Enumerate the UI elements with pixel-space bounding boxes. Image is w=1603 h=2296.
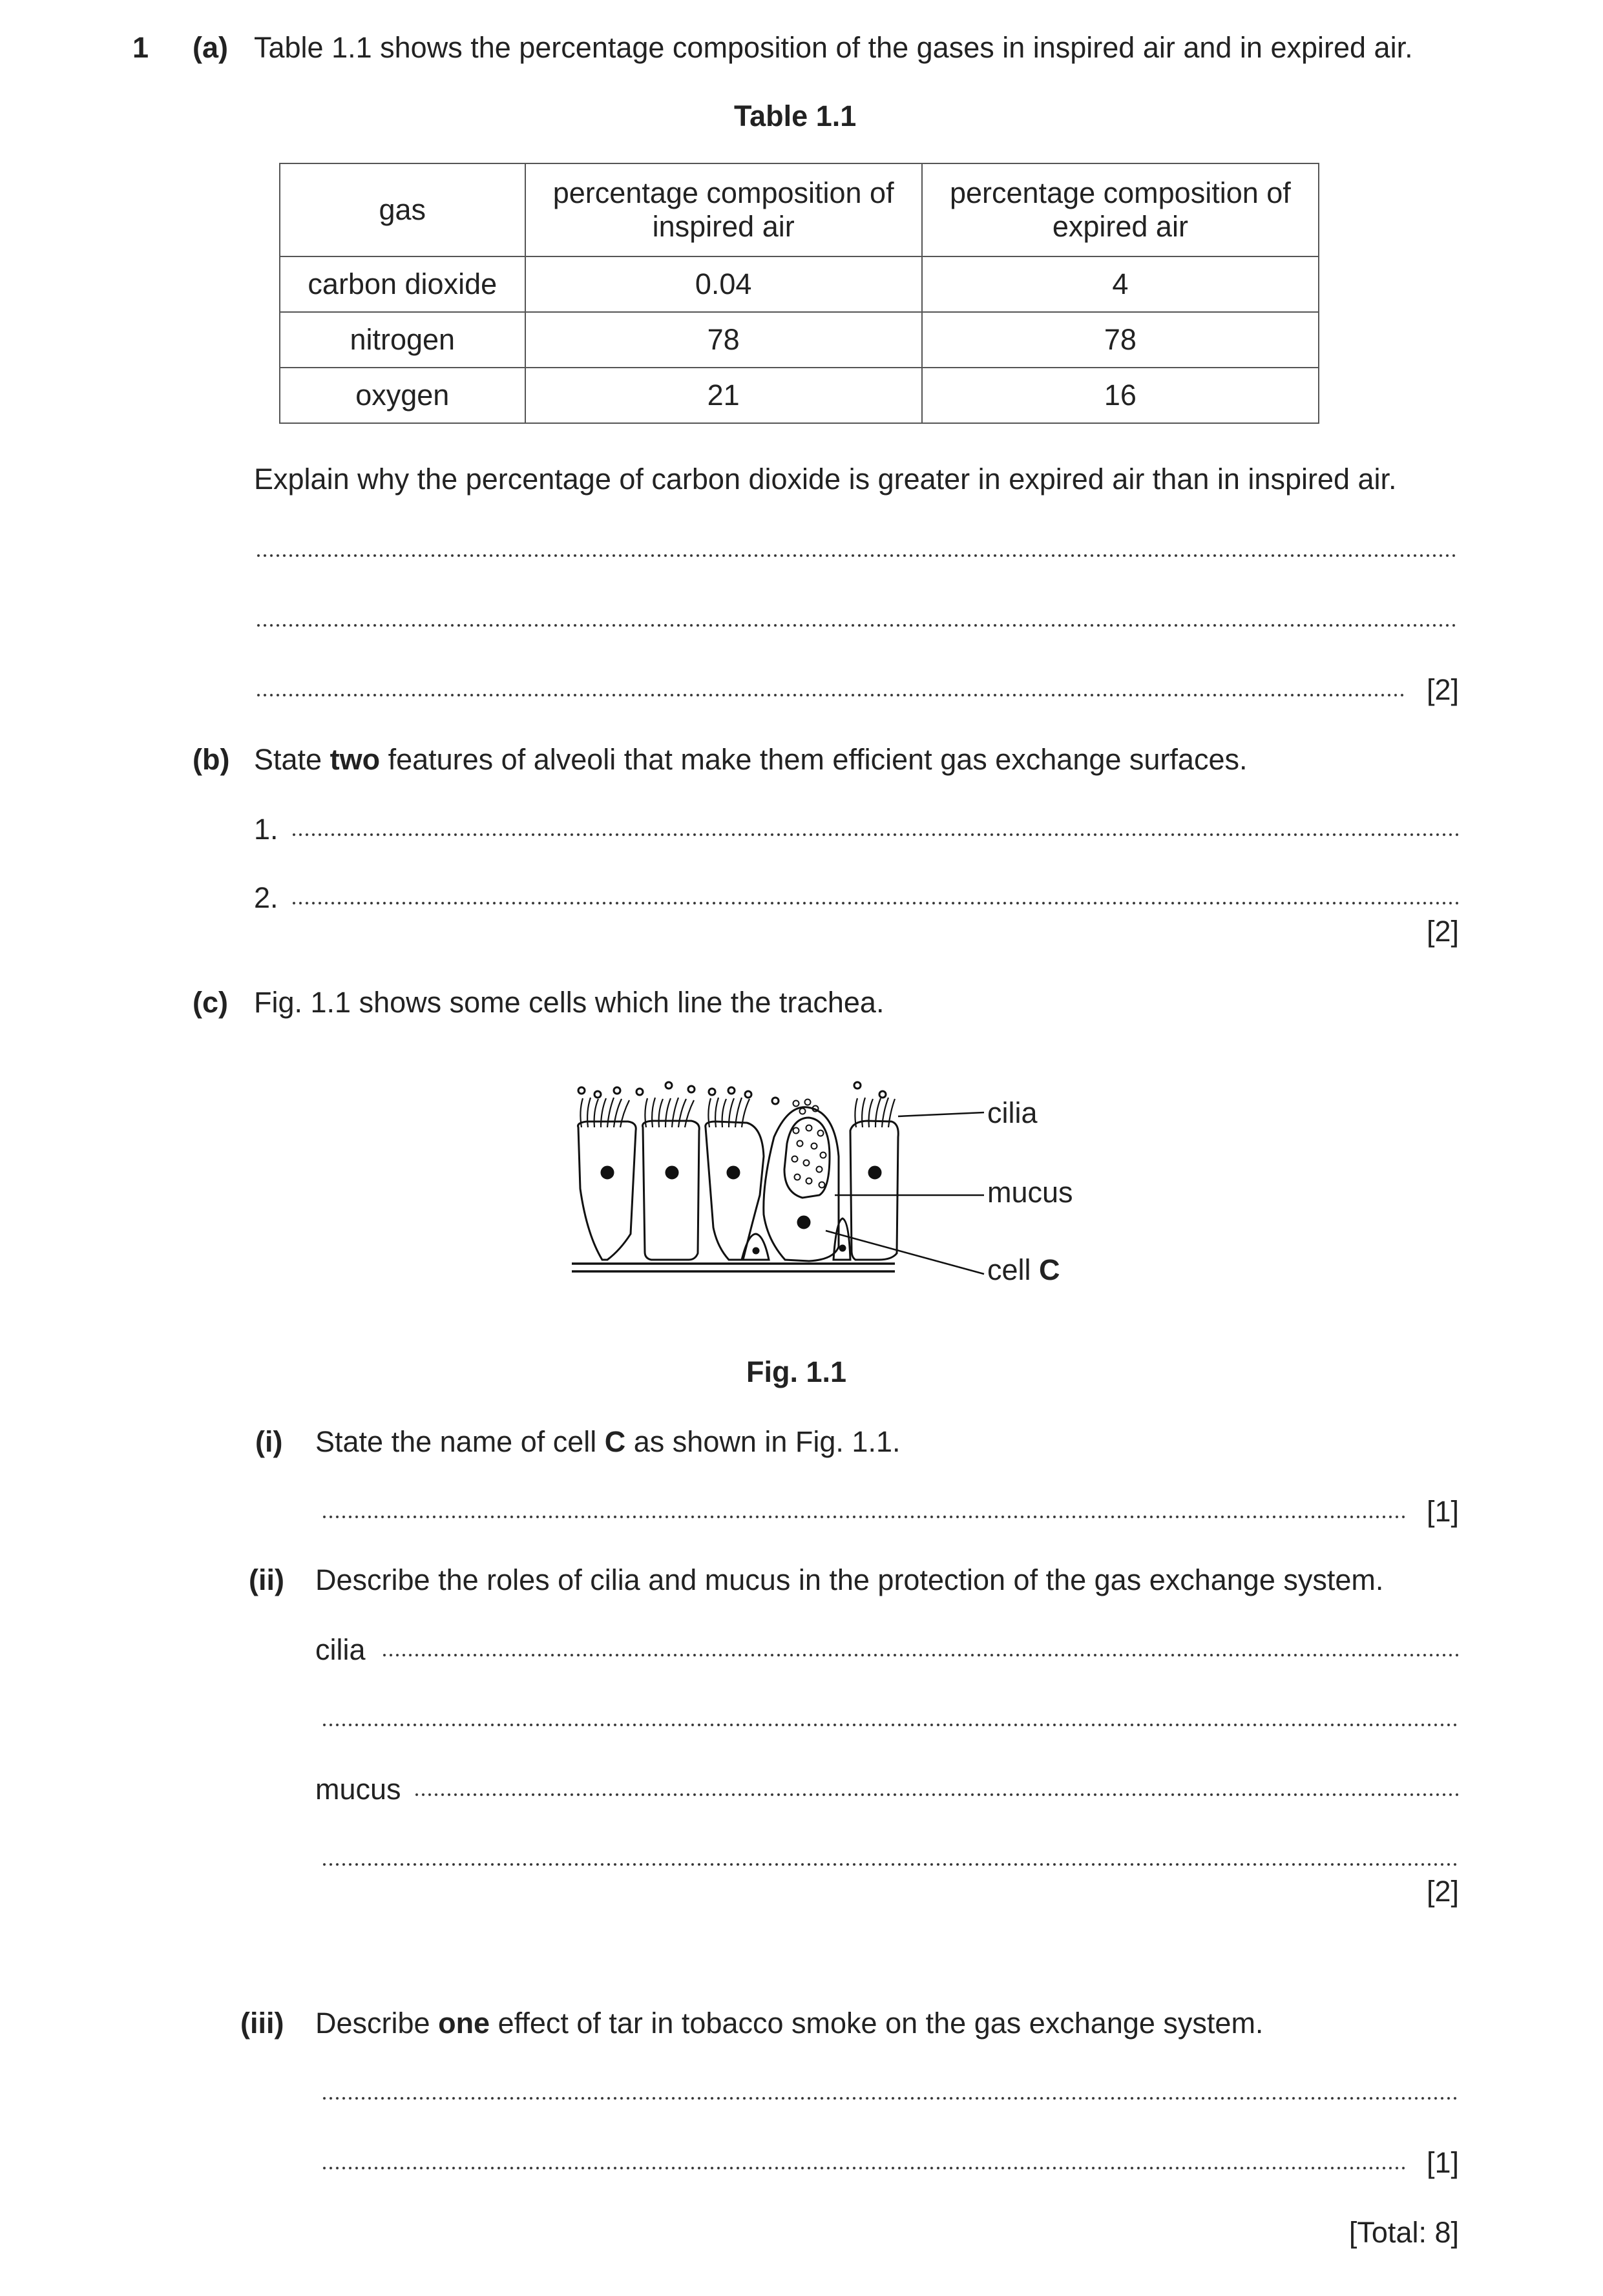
answer-line[interactable] — [321, 2164, 1405, 2172]
cell-nucleus — [753, 1248, 759, 1253]
part-c-label: (c) — [193, 986, 228, 1019]
part-c-iii-marks: [1] — [1426, 2146, 1459, 2179]
answer-line[interactable] — [321, 1861, 1458, 1868]
table-cell: oxygen — [280, 368, 525, 423]
dust-particles — [578, 1082, 886, 1104]
answer-line[interactable] — [291, 899, 1458, 907]
part-c-ii-prompt: Describe the roles of cilia and mucus in the protection of the gas exchange system. — [315, 1563, 1384, 1596]
cell-nucleus — [840, 1246, 845, 1251]
part-c-ii-label: (ii) — [249, 1563, 284, 1596]
answer-line[interactable] — [255, 621, 1458, 629]
cilia-label-line — [898, 1112, 984, 1116]
part-c-i-prompt — [315, 1425, 900, 1459]
table-header-expired: percentage composition of expired air — [922, 163, 1319, 256]
cell-nucleus — [602, 1167, 613, 1178]
part-c-i-label: (i) — [255, 1425, 283, 1458]
part-c-intro: Fig. 1.1 shows some cells which line the trachea. — [254, 986, 885, 1019]
part-c-iii-label: (iii) — [240, 2007, 284, 2040]
table-cell: 21 — [525, 368, 922, 423]
ciliated-cell — [643, 1121, 700, 1260]
table-cell: 0.04 — [525, 256, 922, 312]
part-a-intro: Table 1.1 shows the percentage composition of the gases in inspired air and in expired air. — [254, 31, 1413, 64]
answer-line[interactable] — [321, 1721, 1458, 1729]
part-c-iii-prompt-pre: Describe — [315, 2007, 439, 2040]
part-c-iii-prompt — [315, 2007, 1263, 2040]
part-a-label: (a) — [193, 31, 228, 64]
answer-line[interactable] — [255, 552, 1458, 559]
basal-cell — [833, 1218, 850, 1260]
cell-nucleus — [869, 1167, 881, 1178]
part-b-label: (b) — [193, 743, 230, 776]
answer-line[interactable] — [255, 691, 1405, 699]
part-b-prompt-bold: two — [330, 743, 381, 776]
table-cell: nitrogen — [280, 312, 525, 368]
table-cell: 78 — [525, 312, 922, 368]
table-header-inspired: percentage composition of inspired air — [525, 163, 922, 256]
figure-caption: Fig. 1.1 — [746, 1355, 847, 1388]
answer-line[interactable] — [291, 831, 1458, 839]
part-c-i-marks: [1] — [1426, 1495, 1459, 1528]
figure-label-cilia: cilia — [987, 1096, 1038, 1129]
ciliated-cell — [578, 1122, 636, 1260]
ciliated-cell — [706, 1122, 764, 1260]
table-row — [280, 368, 1319, 423]
part-c-i-prompt-post: as shown in Fig. 1.1. — [625, 1425, 901, 1458]
part-c-i-prompt-bold: C — [604, 1425, 626, 1458]
answer-line[interactable] — [321, 1513, 1405, 1521]
figure-label-cell-bold: C — [1039, 1253, 1060, 1286]
part-c-i-prompt-pre: State the name of cell — [315, 1425, 605, 1458]
part-b-marks: [2] — [1426, 915, 1459, 948]
table-header-gas: gas — [280, 163, 525, 256]
cell-nucleus — [798, 1216, 810, 1228]
part-a-marks: [2] — [1426, 673, 1459, 706]
total-marks: [Total: 8] — [1348, 2216, 1459, 2249]
figure-label-cell-pre: cell — [987, 1253, 1040, 1286]
part-c-iii-prompt-post: effect of tar in tobacco smoke on the gas exchange system. — [490, 2007, 1264, 2040]
part-b-prompt-post: features of alveoli that make them efficient gas exchange surfaces. — [380, 743, 1248, 776]
part-b-item-1-label: 1. — [254, 813, 278, 846]
answer-line[interactable] — [321, 2094, 1458, 2102]
table-cell: 16 — [922, 368, 1319, 423]
table-row — [280, 312, 1319, 368]
table-row — [280, 256, 1319, 312]
gas-composition-table — [279, 163, 1319, 424]
question-number: 1 — [132, 31, 149, 64]
part-a-prompt: Explain why the percentage of carbon dioxide is greater in expired air than in inspired air. — [254, 463, 1397, 496]
part-b-prompt-pre: State — [254, 743, 330, 776]
table-header-row — [280, 163, 1319, 256]
part-c-iii-prompt-bold: one — [438, 2007, 490, 2040]
answer-line[interactable] — [381, 1651, 1458, 1659]
table-cell: 78 — [922, 312, 1319, 368]
cilia-answer-label: cilia — [315, 1633, 366, 1666]
part-b-item-2-label: 2. — [254, 881, 278, 914]
table-cell: 4 — [922, 256, 1319, 312]
part-b-prompt — [254, 743, 1247, 777]
part-c-ii-marks: [2] — [1426, 1875, 1459, 1908]
basal-cell — [742, 1234, 769, 1260]
cell-nucleus — [728, 1167, 739, 1178]
mucus-answer-label: mucus — [315, 1773, 401, 1806]
figure-label-mucus: mucus — [987, 1176, 1073, 1209]
cell-nucleus — [666, 1167, 678, 1178]
table-title: Table 1.1 — [734, 99, 857, 132]
figure-label-cell-c — [987, 1253, 1060, 1287]
table-cell: carbon dioxide — [280, 256, 525, 312]
answer-line[interactable] — [414, 1791, 1458, 1799]
